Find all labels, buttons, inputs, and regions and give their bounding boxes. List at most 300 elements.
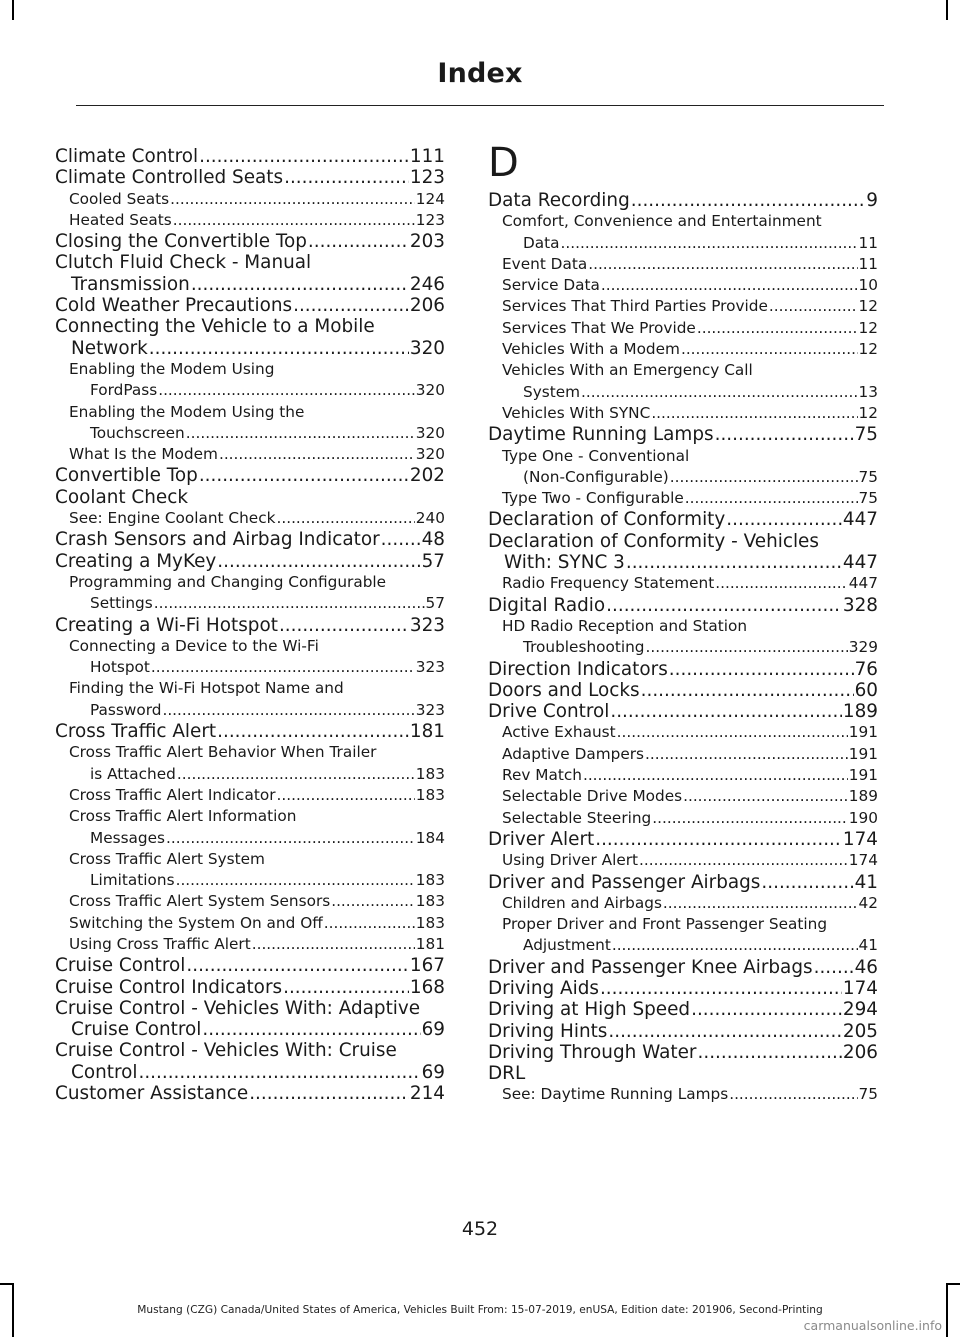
entry-page-number: 75 — [854, 424, 878, 446]
dot-leader — [612, 935, 858, 956]
index-entry[interactable] — [488, 1021, 878, 1042]
dot-leader — [154, 593, 425, 614]
entry-page-number: 57 — [425, 594, 445, 613]
index-entry[interactable] — [55, 572, 445, 615]
entry-continuation — [90, 764, 445, 785]
entry-text: Selectable Steering — [502, 808, 652, 827]
entry-text: Daytime Running Lamps — [488, 424, 714, 446]
entry-text-continued: Data — [523, 233, 560, 252]
entry-text-continued: (Non-Configurable) — [523, 467, 669, 486]
entry-text: Driving Hints — [488, 1020, 608, 1042]
entry-continuation — [90, 657, 445, 678]
entry-text: Closing the Convertible Top — [55, 231, 307, 253]
index-entry[interactable] — [55, 998, 445, 1041]
entry-text: Climate Controlled Seats — [55, 167, 284, 189]
index-entry[interactable] — [55, 955, 445, 976]
entry-text: Selectable Drive Modes — [502, 787, 683, 806]
entry-text: Services That We Provide — [502, 318, 696, 337]
entry-page-number: 174 — [842, 977, 878, 999]
index-entry[interactable] — [55, 508, 445, 529]
index-entry[interactable] — [55, 1040, 445, 1083]
entry-text: Doors and Locks — [488, 679, 640, 701]
index-entry[interactable] — [488, 1042, 878, 1063]
entry-text-continued: With: SYNC 3 — [504, 552, 625, 574]
entry-text-continued: Settings — [90, 594, 153, 613]
crop-mark-bottom-right-h — [946, 1283, 960, 1285]
entry-text: Cruise Control Indicators — [55, 976, 283, 998]
entry-text-continued: Troubleshooting — [523, 638, 645, 657]
entry-page-number: 183 — [415, 871, 445, 890]
index-entry[interactable] — [55, 146, 445, 167]
entry-page-number: 240 — [415, 509, 445, 528]
crop-mark-bottom-left-h — [0, 1283, 14, 1285]
index-entry[interactable] — [488, 403, 878, 424]
entry-text: Event Data — [502, 254, 588, 273]
entry-continuation — [90, 593, 445, 614]
dot-leader — [186, 955, 409, 976]
entry-page-number: 12 — [858, 297, 878, 316]
entry-text: Data Recording — [488, 190, 630, 211]
entry-page-number: 48 — [421, 529, 445, 551]
entry-page-number: 246 — [409, 273, 445, 295]
entry-text: HD Radio Reception and Station — [502, 616, 748, 635]
index-entry[interactable] — [488, 211, 878, 254]
index-entry[interactable] — [488, 488, 878, 509]
entry-text-continued: System — [523, 382, 581, 401]
entry-text: Creating a Wi-Fi Hotspot — [55, 614, 278, 636]
index-entry[interactable] — [488, 744, 878, 765]
entry-continuation — [523, 467, 878, 488]
dot-leader — [588, 254, 857, 275]
index-entry[interactable] — [488, 296, 878, 317]
index-entry[interactable] — [55, 977, 445, 998]
entry-page-number: 41 — [858, 936, 878, 955]
entry-page-number: 214 — [409, 1083, 445, 1105]
entry-text: Cross Traffic Alert Information — [69, 807, 297, 826]
entry-page-number: 183 — [415, 785, 445, 804]
entry-text: Active Exhaust — [502, 723, 616, 742]
entry-continuation — [90, 870, 445, 891]
entry-text: Digital Radio — [488, 594, 606, 616]
entry-text-continued: Transmission — [71, 273, 190, 295]
dot-leader — [177, 764, 415, 785]
entry-page-number: 206 — [409, 295, 445, 317]
entry-text: Enabling the Modem Using — [69, 359, 275, 378]
entry-text-continued: is Attached — [90, 764, 176, 783]
index-entry[interactable] — [488, 914, 878, 957]
index-entry[interactable] — [55, 615, 445, 636]
page-title: Index — [437, 58, 523, 89]
entry-page-number: 57 — [421, 550, 445, 572]
entry-continuation — [90, 828, 445, 849]
entry-text: Driving at High Speed — [488, 999, 691, 1021]
entry-continuation — [523, 935, 878, 956]
entry-continuation — [523, 233, 878, 254]
dot-leader — [641, 680, 854, 701]
dot-leader — [561, 233, 858, 254]
entry-text: Type One - Conventional — [502, 446, 690, 465]
entry-text: Driving Through Water — [488, 1041, 697, 1063]
index-entry[interactable] — [55, 721, 445, 742]
index-entry[interactable] — [55, 1083, 445, 1104]
dot-leader — [217, 721, 409, 742]
index-entry[interactable] — [488, 190, 878, 211]
dot-leader — [610, 701, 842, 722]
index-entry[interactable] — [488, 957, 878, 978]
index-entry[interactable] — [55, 231, 445, 252]
crop-mark-top-right-v — [946, 0, 948, 20]
index-entry[interactable] — [488, 978, 878, 999]
entry-page-number: 320 — [415, 381, 445, 400]
entry-text: Cruise Control - Vehicles With: Cruise — [55, 1040, 397, 1062]
entry-text: Climate Control — [55, 146, 199, 167]
watermark: carmanualsonline.info — [803, 1318, 942, 1333]
index-entry[interactable] — [55, 849, 445, 892]
entry-text: Vehicles With SYNC — [502, 403, 651, 422]
dot-leader — [249, 1083, 409, 1104]
entry-page-number: 13 — [858, 382, 878, 401]
entry-page-number: 46 — [854, 956, 878, 978]
dot-leader — [158, 380, 415, 401]
index-entry[interactable] — [488, 701, 878, 722]
index-entry[interactable] — [488, 360, 878, 403]
entry-page-number: 167 — [409, 955, 445, 977]
entry-text: Cruise Control — [55, 955, 186, 977]
entry-text: Using Driver Alert — [502, 851, 639, 870]
index-column-right — [488, 140, 878, 1106]
entry-page-number: 323 — [415, 658, 445, 677]
entry-page-number: 320 — [409, 337, 445, 359]
title-divider — [76, 105, 884, 106]
entry-text: Programming and Changing Configurable — [69, 572, 387, 591]
dot-leader — [681, 339, 858, 360]
entry-text: Driver Alert — [488, 828, 595, 850]
entry-page-number: 329 — [848, 638, 878, 657]
dot-leader — [149, 338, 409, 359]
entry-page-number: 190 — [848, 808, 878, 827]
entry-page-number: 447 — [842, 552, 878, 574]
entry-page-number: 320 — [415, 445, 445, 464]
dot-leader — [151, 657, 415, 678]
entry-page-number: 202 — [409, 465, 445, 487]
entry-page-number: 12 — [858, 340, 878, 359]
entry-page-number: 174 — [842, 828, 878, 850]
entry-page-number: 447 — [842, 509, 878, 531]
entry-text: Finding the Wi-Fi Hotspot Name and — [69, 679, 344, 698]
dot-leader — [217, 551, 420, 572]
entry-text: Cruise Control - Vehicles With: Adaptive — [55, 997, 421, 1019]
index-entry[interactable] — [55, 359, 445, 402]
entry-page-number: 10 — [858, 276, 878, 295]
entry-text: Creating a MyKey — [55, 550, 217, 572]
dot-leader — [219, 444, 415, 465]
dot-leader — [162, 700, 414, 721]
index-entry[interactable] — [488, 659, 878, 680]
entry-text: Proper Driver and Front Passenger Seating — [502, 915, 828, 934]
index-entry[interactable] — [55, 487, 445, 508]
dot-leader — [683, 786, 848, 807]
index-entry[interactable] — [55, 934, 445, 955]
section-letter: D — [488, 140, 519, 186]
entry-text: Rev Match — [502, 766, 582, 785]
entry-continuation — [90, 700, 445, 721]
entry-text-continued: Touchscreen — [90, 423, 185, 442]
entry-text: Cross Traffic Alert Indicator — [69, 785, 276, 804]
footer-text: Mustang (CZG) Canada/United States of America, Vehicles Built From: 15-07-2019, enUSA, Edition date: 201906, Second-Printing — [137, 1304, 823, 1316]
entry-page-number: 191 — [848, 744, 878, 763]
index-entry[interactable] — [55, 742, 445, 785]
index-entry[interactable] — [488, 339, 878, 360]
index-entry[interactable] — [55, 806, 445, 849]
index-entry[interactable] — [488, 999, 878, 1020]
entry-text: Declaration of Conformity - Vehicles — [488, 530, 819, 552]
entry-page-number: 447 — [848, 574, 878, 593]
index-entry[interactable] — [55, 529, 445, 550]
dot-leader — [698, 1042, 842, 1063]
index-column-left — [55, 146, 445, 1104]
dot-leader — [252, 934, 415, 955]
entry-text: What Is the Modem — [69, 445, 218, 464]
entry-text: Services That Third Parties Provide — [502, 297, 768, 316]
dot-leader — [617, 722, 848, 743]
entry-page-number: 123 — [409, 167, 445, 189]
entry-page-number: 183 — [415, 892, 445, 911]
entry-text: Connecting the Vehicle to a Mobile — [55, 316, 375, 338]
entry-text-continued: Network — [71, 337, 148, 359]
entry-text: Vehicles With an Emergency Call — [502, 361, 753, 380]
index-entry[interactable] — [55, 551, 445, 572]
index-entry[interactable] — [55, 913, 445, 934]
index-entry[interactable] — [488, 1084, 878, 1105]
entry-text: Coolant Check — [55, 486, 189, 508]
entry-text: Customer Assistance — [55, 1083, 249, 1105]
entry-continuation — [71, 1019, 445, 1040]
index-entry[interactable] — [488, 424, 878, 445]
entry-text: Driver and Passenger Knee Airbags — [488, 956, 813, 978]
entry-text-continued: FordPass — [90, 381, 158, 400]
dot-leader — [331, 891, 415, 912]
entry-continuation — [90, 423, 445, 444]
dot-leader — [381, 529, 421, 550]
dot-leader — [293, 295, 409, 316]
dot-leader — [276, 508, 414, 529]
entry-text: Cold Weather Precautions — [55, 295, 293, 317]
entry-continuation — [504, 552, 878, 573]
dot-leader — [769, 296, 858, 317]
dot-leader — [324, 913, 415, 934]
entry-text-continued: Cruise Control — [71, 1019, 202, 1041]
dot-leader — [715, 424, 854, 445]
index-entry[interactable] — [55, 189, 445, 210]
entry-text: DRL — [488, 1063, 526, 1085]
dot-leader — [283, 977, 409, 998]
dot-leader — [191, 274, 409, 295]
index-entry[interactable] — [488, 786, 878, 807]
dot-leader — [646, 637, 848, 658]
entry-continuation — [71, 1062, 445, 1083]
entry-text: Cross Traffic Alert — [55, 721, 217, 743]
index-entry[interactable] — [488, 765, 878, 786]
dot-leader — [652, 808, 848, 829]
entry-text: Enabling the Modem Using the — [69, 402, 305, 421]
entry-text: Radio Frequency Statement — [502, 574, 715, 593]
index-entry[interactable] — [55, 444, 445, 465]
index-entry[interactable] — [488, 446, 878, 489]
index-entry[interactable] — [55, 295, 445, 316]
index-entry[interactable] — [488, 275, 878, 296]
entry-text: Cross Traffic Alert Behavior When Trailer — [69, 743, 377, 762]
entry-page-number: 60 — [854, 679, 878, 701]
index-entry[interactable] — [55, 636, 445, 679]
entry-text-continued: Limitations — [90, 871, 175, 890]
index-entry[interactable] — [488, 531, 878, 574]
entry-page-number: 123 — [415, 210, 445, 229]
index-entry[interactable] — [488, 850, 878, 871]
entry-page-number: 320 — [415, 423, 445, 442]
dot-leader — [279, 615, 409, 636]
dot-leader — [199, 465, 409, 486]
entry-text: Cross Traffic Alert System Sensors — [69, 892, 331, 911]
index-entry[interactable] — [55, 252, 445, 295]
dot-leader — [595, 829, 842, 850]
entry-page-number: 181 — [415, 934, 445, 953]
entry-text: Declaration of Conformity — [488, 509, 726, 531]
dot-leader — [601, 275, 858, 296]
entry-text: Driver and Passenger Airbags — [488, 871, 761, 893]
dot-leader — [600, 978, 842, 999]
dot-leader — [669, 659, 854, 680]
entry-text: Convertible Top — [55, 465, 198, 487]
entry-page-number: 181 — [409, 721, 445, 743]
entry-page-number: 75 — [858, 467, 878, 486]
entry-page-number: 76 — [854, 658, 878, 680]
index-entry[interactable] — [488, 722, 878, 743]
dot-leader — [726, 509, 842, 530]
dot-leader — [691, 999, 842, 1020]
dot-leader — [685, 488, 858, 509]
dot-leader — [581, 382, 857, 403]
entry-page-number: 174 — [848, 851, 878, 870]
entry-page-number: 42 — [858, 893, 878, 912]
index-entry[interactable] — [55, 316, 445, 359]
entry-text: Vehicles With a Modem — [502, 340, 680, 359]
entry-page-number: 189 — [848, 787, 878, 806]
index-entry[interactable] — [488, 1063, 878, 1084]
dot-leader — [199, 146, 409, 167]
index-entry[interactable] — [488, 509, 878, 530]
dot-leader — [697, 318, 858, 339]
entry-text: Connecting a Device to the Wi-Fi — [69, 636, 319, 655]
index-entry[interactable] — [488, 573, 878, 594]
index-entry[interactable] — [55, 785, 445, 806]
entry-text: Driving Aids — [488, 977, 599, 999]
entry-page-number: 328 — [842, 594, 878, 616]
entry-page-number: 111 — [409, 146, 445, 167]
entry-continuation — [523, 637, 878, 658]
entry-page-number: 189 — [842, 701, 878, 723]
dot-leader — [645, 744, 848, 765]
dot-leader — [308, 231, 409, 252]
entry-page-number: 206 — [842, 1041, 878, 1063]
dot-leader — [814, 957, 854, 978]
entry-continuation — [90, 380, 445, 401]
index-entry[interactable] — [488, 254, 878, 275]
entry-page-number: 294 — [842, 999, 878, 1021]
entry-text: Switching the System On and Off — [69, 913, 323, 932]
dot-leader — [608, 1021, 842, 1042]
crop-mark-top-left-v — [12, 0, 14, 20]
index-entry[interactable] — [55, 210, 445, 231]
index-entry[interactable] — [55, 167, 445, 188]
index-entry[interactable] — [488, 893, 878, 914]
dot-leader — [284, 167, 409, 188]
dot-leader — [166, 828, 415, 849]
entry-text: Clutch Fluid Check - Manual — [55, 252, 312, 274]
page-number: 452 — [461, 1218, 499, 1240]
entry-text: Service Data — [502, 276, 600, 295]
entry-page-number: 69 — [421, 1061, 445, 1083]
entry-text-continued: Control — [71, 1061, 138, 1083]
entry-page-number: 183 — [415, 913, 445, 932]
entry-text-continued: Password — [90, 700, 162, 719]
entry-text: Adaptive Dampers — [502, 744, 644, 763]
entry-continuation — [523, 382, 878, 403]
entry-text: Cross Traffic Alert System — [69, 849, 265, 868]
entry-continuation — [71, 274, 445, 295]
dot-leader — [670, 467, 858, 488]
index-entry[interactable] — [488, 616, 878, 659]
index-entry[interactable] — [55, 465, 445, 486]
entry-page-number: 191 — [848, 766, 878, 785]
index-entry[interactable] — [55, 678, 445, 721]
entry-page-number: 323 — [409, 614, 445, 636]
entry-page-number: 183 — [415, 764, 445, 783]
index-entry[interactable] — [488, 808, 878, 829]
entry-page-number: 75 — [858, 489, 878, 508]
dot-leader — [729, 1084, 857, 1105]
index-entry[interactable] — [488, 595, 878, 616]
entry-text: Drive Control — [488, 701, 610, 723]
entry-page-number: 203 — [409, 231, 445, 253]
index-entry[interactable] — [488, 829, 878, 850]
index-entry[interactable] — [488, 680, 878, 701]
entry-text: Using Cross Traffic Alert — [69, 934, 251, 953]
entry-text: Direction Indicators — [488, 658, 668, 680]
index-entry[interactable] — [55, 891, 445, 912]
index-entry[interactable] — [55, 402, 445, 445]
entry-text-continued: Adjustment — [523, 936, 611, 955]
dot-leader — [631, 190, 866, 211]
entry-page-number: 69 — [421, 1019, 445, 1041]
dot-leader — [176, 870, 415, 891]
entry-page-number: 184 — [415, 828, 445, 847]
entry-page-number: 124 — [415, 189, 445, 208]
index-entry[interactable] — [488, 872, 878, 893]
index-entries-right — [488, 190, 878, 1106]
dot-leader — [606, 595, 842, 616]
entry-page-number: 41 — [854, 871, 878, 893]
dot-leader — [170, 189, 415, 210]
entry-text: Cooled Seats — [69, 189, 170, 208]
entry-text: Type Two - Configurable — [502, 489, 684, 508]
entry-text: Comfort, Convenience and Entertainment — [502, 212, 822, 231]
dot-leader — [626, 552, 842, 573]
entry-page-number: 9 — [866, 190, 878, 211]
dot-leader — [277, 785, 415, 806]
entry-page-number: 11 — [858, 233, 878, 252]
dot-leader — [173, 210, 415, 231]
index-entry[interactable] — [488, 318, 878, 339]
